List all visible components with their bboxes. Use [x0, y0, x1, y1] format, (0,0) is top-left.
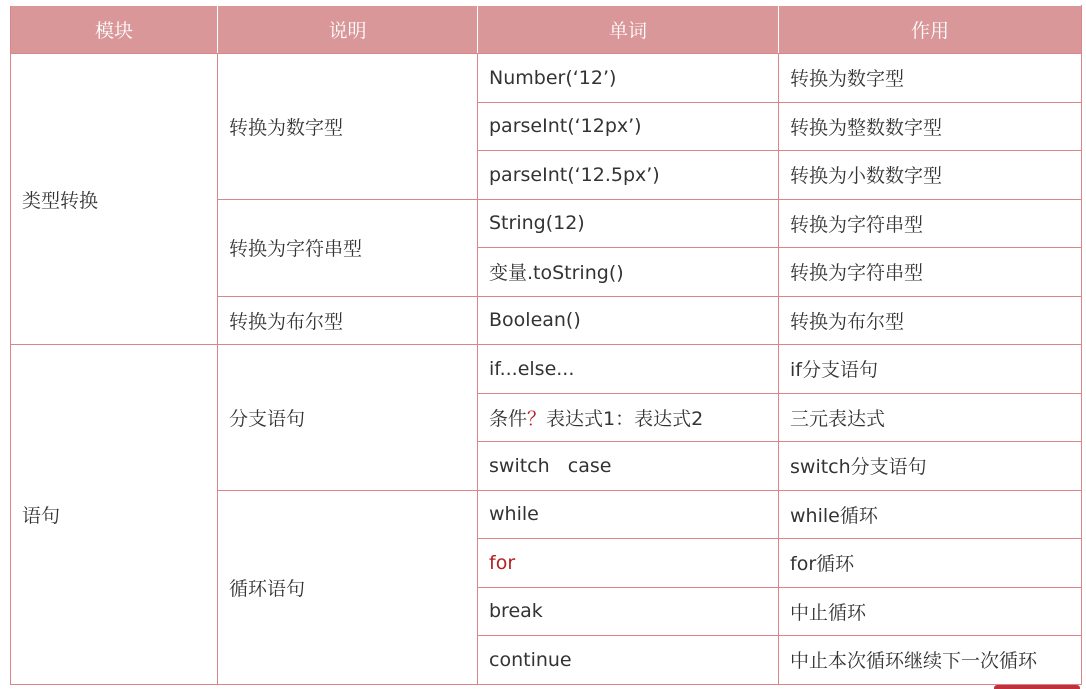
word-cell: while: [478, 490, 779, 539]
subgroup-to-number: 转换为数字型: [218, 54, 478, 200]
ternary-condition: 条件: [489, 407, 528, 430]
ternary-colon: ：: [615, 407, 635, 430]
word-cell: continue: [478, 636, 779, 685]
word-cell: switch case: [478, 442, 779, 491]
corner-accent-bar: [994, 685, 1080, 689]
word-cell: Number(‘12’): [478, 54, 779, 103]
usage-cell: 中止本次循环继续下一次循环: [779, 636, 1082, 685]
header-row: [11, 6, 1082, 54]
header-module: 模块: [11, 6, 218, 54]
word-cell: 变量.toString(): [478, 248, 779, 297]
usage-cell: 转换为布尔型: [779, 296, 1082, 345]
subgroup-to-string: 转换为字符串型: [218, 199, 478, 296]
word-cell: Boolean(): [478, 296, 779, 345]
table-row: [11, 345, 1082, 394]
usage-cell: for循环: [779, 539, 1082, 588]
summary-table: [10, 5, 1082, 685]
subgroup-branch: 分支语句: [218, 345, 478, 491]
usage-cell: 中止循环: [779, 587, 1082, 636]
usage-cell: 转换为小数数字型: [779, 151, 1082, 200]
word-cell: break: [478, 587, 779, 636]
subgroup-loop: 循环语句: [218, 490, 478, 684]
word-cell-highlighted: for: [478, 539, 779, 588]
word-cell-ternary: [478, 393, 779, 442]
header-description: 说明: [218, 6, 478, 54]
ternary-expr2: 表达式2: [634, 407, 704, 430]
subgroup-to-boolean: 转换为布尔型: [218, 296, 478, 345]
ternary-question-mark: ？: [527, 407, 547, 430]
usage-cell: 转换为字符串型: [779, 199, 1082, 248]
word-cell: if...else...: [478, 345, 779, 394]
usage-cell: 转换为数字型: [779, 54, 1082, 103]
usage-cell: while循环: [779, 490, 1082, 539]
usage-cell: 三元表达式: [779, 393, 1082, 442]
header-word: 单词: [478, 6, 779, 54]
header-purpose: 作用: [779, 6, 1082, 54]
table-row: [11, 54, 1082, 103]
word-cell: parseInt(‘12.5px’): [478, 151, 779, 200]
word-cell: parseInt(‘12px’): [478, 102, 779, 151]
word-cell: String(12): [478, 199, 779, 248]
usage-cell: switch分支语句: [779, 442, 1082, 491]
group-statements: 语句: [11, 345, 218, 685]
usage-cell: 转换为字符串型: [779, 248, 1082, 297]
usage-cell: 转换为整数数字型: [779, 102, 1082, 151]
usage-cell: if分支语句: [779, 345, 1082, 394]
group-type-conversion: 类型转换: [11, 54, 218, 345]
ternary-expr1: 表达式1: [546, 407, 616, 430]
